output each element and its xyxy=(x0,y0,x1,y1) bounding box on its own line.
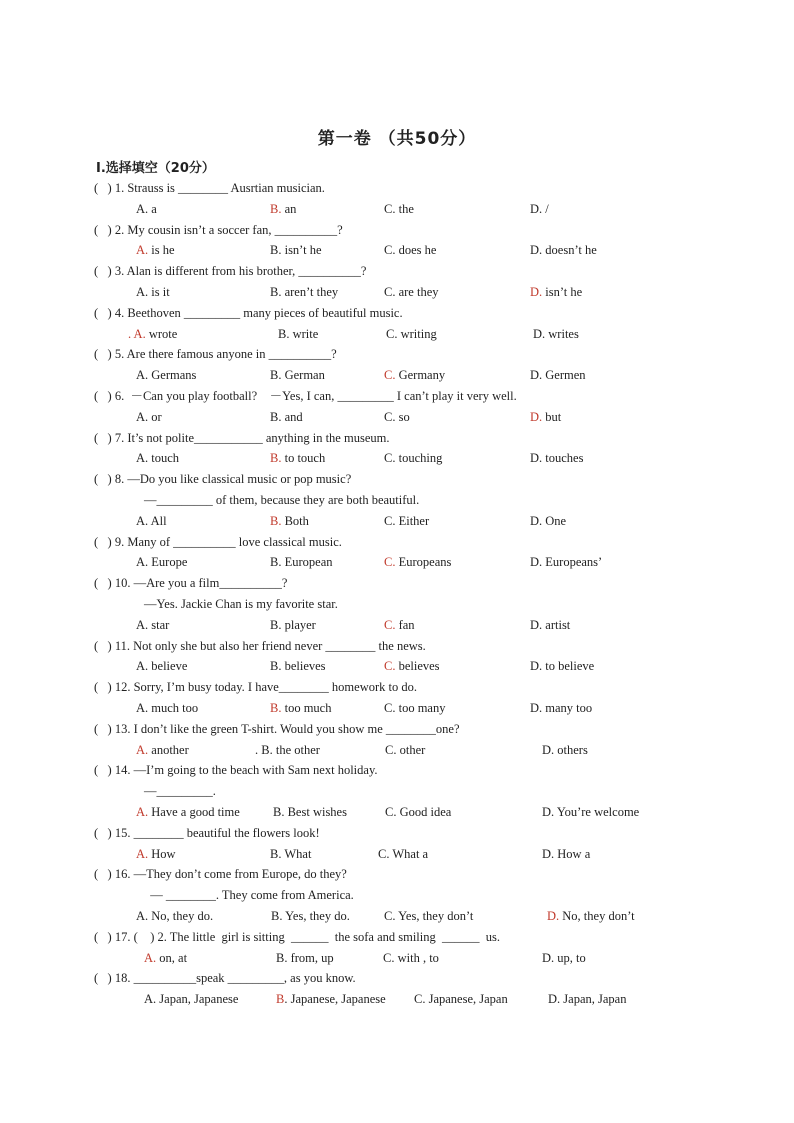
option-text: doesn’t he xyxy=(542,243,597,258)
option-text: One xyxy=(542,513,567,528)
answer-option xyxy=(414,991,508,1007)
option-letter: B. xyxy=(270,285,282,299)
answer-option xyxy=(136,846,176,862)
option-letter: B. xyxy=(270,451,282,466)
option-letter: C. xyxy=(384,659,396,674)
option-text: the xyxy=(395,201,414,216)
option-text: German xyxy=(281,368,325,383)
answer-option xyxy=(384,367,445,383)
answer-option xyxy=(547,908,635,924)
option-letter: C. xyxy=(383,950,395,965)
option-text: to touch xyxy=(281,451,326,466)
option-text: What a xyxy=(389,846,429,861)
option-text: . Japanese, Japanese xyxy=(284,992,386,1007)
option-letter: A. xyxy=(136,909,149,923)
answer-option xyxy=(385,804,451,820)
answer-option xyxy=(144,950,187,966)
answer-option xyxy=(270,554,333,570)
option-text: Germany xyxy=(395,368,446,383)
option-letter: C. xyxy=(385,805,397,819)
answer-option xyxy=(384,201,414,217)
option-text: others xyxy=(554,742,588,757)
option-text: or xyxy=(148,409,162,424)
option-text: Europeans xyxy=(395,555,452,570)
option-letter: D. xyxy=(530,659,543,674)
answer-option xyxy=(384,513,429,529)
answer-option xyxy=(136,908,213,924)
option-letter: C. xyxy=(386,326,398,341)
option-letter: B xyxy=(276,992,285,1007)
answer-option xyxy=(530,201,549,217)
option-letter: D. xyxy=(542,950,555,965)
option-text: to believe xyxy=(542,659,595,674)
answer-option xyxy=(384,617,415,633)
option-letter: D. xyxy=(530,409,543,424)
option-letter: B. xyxy=(270,659,282,674)
option-letter: B. xyxy=(271,909,283,923)
question-stem: ( ) 15. ________ beautiful the flowers look! xyxy=(94,825,320,840)
option-text: too much xyxy=(281,701,332,715)
answer-option xyxy=(270,284,338,300)
option-text: many too xyxy=(542,701,593,715)
option-letter: . A. xyxy=(128,326,146,341)
option-letter: A. xyxy=(136,659,149,674)
option-letter: B. xyxy=(270,513,282,528)
option-text: Yes, they do. xyxy=(282,909,350,923)
option-text: Either xyxy=(395,513,430,528)
option-letter: A. xyxy=(144,992,157,1007)
answer-option xyxy=(384,554,451,570)
option-text: You’re welcome xyxy=(554,805,640,819)
answer-option xyxy=(276,991,386,1007)
option-letter: D. xyxy=(530,513,543,528)
answer-option xyxy=(136,242,175,258)
option-letter: C. xyxy=(384,285,396,299)
answer-option xyxy=(270,201,296,217)
option-letter: D. xyxy=(530,555,543,570)
option-text: an xyxy=(281,201,297,216)
option-letter: A. xyxy=(136,701,149,715)
answer-option xyxy=(384,700,445,716)
answer-option xyxy=(136,554,187,570)
option-letter: B. xyxy=(276,950,288,965)
option-text: touches xyxy=(542,451,584,466)
option-text: Good idea xyxy=(396,805,452,819)
answer-option xyxy=(270,367,325,383)
answer-option xyxy=(530,554,602,570)
question-stem: ( ) 6. －Can you play football? －Yes, I can, _________ I can’t play it very well. xyxy=(94,389,517,403)
answer-option xyxy=(384,284,439,300)
option-text: is he xyxy=(148,243,175,258)
question-stem: ( ) 13. I don’t like the green T-shirt. Would you show me ________one? xyxy=(94,721,460,736)
answer-option xyxy=(383,950,439,966)
option-text: and xyxy=(281,409,303,424)
answer-option xyxy=(136,367,196,383)
option-text: but xyxy=(542,409,562,424)
answer-option xyxy=(384,409,410,425)
option-letter: D. xyxy=(530,201,543,216)
option-letter: C. xyxy=(384,701,396,715)
option-letter: A. xyxy=(136,201,149,216)
option-text: How xyxy=(148,846,176,861)
answer-option xyxy=(255,742,320,758)
answer-option xyxy=(530,658,594,674)
option-text: so xyxy=(395,409,410,424)
option-letter: C. xyxy=(378,846,390,861)
option-text: Best wishes xyxy=(284,805,347,819)
option-letter: D. xyxy=(548,992,561,1007)
option-text: the other xyxy=(272,742,320,757)
option-text: believe xyxy=(148,659,188,674)
option-text: / xyxy=(542,201,549,216)
answer-option xyxy=(270,513,309,529)
option-letter: D. xyxy=(530,243,543,258)
answer-option xyxy=(136,513,167,529)
answer-option xyxy=(385,742,425,758)
option-text: Japanese, Japan xyxy=(425,992,508,1007)
option-letter: C. xyxy=(384,513,396,528)
option-text: much too xyxy=(148,701,199,715)
question-stem: ( ) 17. ( ) 2. The little girl is sitting ______ the sofa and smiling ______ us. xyxy=(94,929,500,944)
answer-option xyxy=(542,804,639,820)
option-text: Europeans’ xyxy=(542,555,603,570)
option-letter: C. xyxy=(385,742,397,757)
answer-option xyxy=(542,950,586,966)
option-text: touching xyxy=(395,451,443,466)
option-text: up, to xyxy=(554,950,586,965)
option-letter: C. xyxy=(384,909,396,923)
answer-option xyxy=(270,409,303,425)
option-letter: B. xyxy=(273,805,285,819)
option-text: wrote xyxy=(145,326,178,341)
answer-option xyxy=(384,658,440,674)
option-text: touch xyxy=(148,451,180,466)
option-letter: B. xyxy=(270,846,282,861)
option-text: Japan, Japan xyxy=(560,992,627,1007)
option-text: European xyxy=(281,555,333,570)
question-stem: ( ) 8. —Do you like classical music or pop music? xyxy=(94,472,352,487)
answer-option xyxy=(270,242,322,258)
answer-option xyxy=(273,804,347,820)
answer-option xyxy=(530,367,586,383)
question-stem: ( ) 3. Alan is different from his brother, __________? xyxy=(94,264,367,279)
section-heading: Ⅰ.选择填空（20分） xyxy=(96,161,215,176)
question-stem: ( ) 10. —Are you a film__________? xyxy=(94,576,288,591)
option-letter: A. xyxy=(136,409,149,424)
option-text: No, they don’t xyxy=(559,909,635,923)
option-letter: C. xyxy=(384,201,396,216)
answer-option xyxy=(270,658,326,674)
question-stem: ( ) 5. Are there famous anyone in __________? xyxy=(94,347,337,362)
option-text: Both xyxy=(281,513,309,528)
option-text: Have a good time xyxy=(148,805,240,819)
option-text: Yes, they don’t xyxy=(395,909,474,923)
answer-option xyxy=(530,284,582,300)
answer-option xyxy=(384,450,442,466)
option-text: with , to xyxy=(394,950,439,965)
option-letter: D. xyxy=(530,285,543,299)
option-text: does he xyxy=(395,243,437,258)
option-text: star xyxy=(148,617,170,632)
option-letter: A. xyxy=(136,742,149,757)
question-stem: ( ) 4. Beethoven _________ many pieces of beautiful music. xyxy=(94,305,403,320)
option-text: on, at xyxy=(156,950,188,965)
option-letter: A. xyxy=(136,805,149,819)
option-text: player xyxy=(281,617,316,632)
option-letter: D. xyxy=(530,617,543,632)
answer-option xyxy=(542,846,590,862)
option-text: No, they do. xyxy=(148,909,214,923)
option-letter: C. xyxy=(384,243,396,258)
option-letter: A. xyxy=(136,243,149,258)
option-letter: B. xyxy=(278,326,290,341)
option-text: isn’t he xyxy=(542,285,583,299)
question-reply-line: —_________ of them, because they are both beautiful. xyxy=(144,493,420,507)
option-letter: B. xyxy=(270,368,282,383)
option-text: isn’t he xyxy=(281,243,322,258)
question-stem: ( ) 14. —I’m going to the beach with Sam next holiday. xyxy=(94,763,378,778)
option-text: fan xyxy=(395,617,415,632)
answer-option xyxy=(136,409,162,425)
answer-option xyxy=(384,242,436,258)
option-letter: D. xyxy=(530,451,543,466)
question-stem: ( ) 12. Sorry, I’m busy today. I have________ homework to do. xyxy=(94,680,417,695)
question-stem: ( ) 16. —They don’t come from Europe, do they? xyxy=(94,867,347,882)
option-text: Europe xyxy=(148,555,188,570)
option-letter: D. xyxy=(547,909,560,923)
question-stem: ( ) 11. Not only she but also her friend never ________ the news. xyxy=(94,638,426,653)
option-letter: D. xyxy=(542,805,555,819)
answer-option xyxy=(548,991,626,1007)
option-text: writing xyxy=(397,326,437,341)
option-letter: D. xyxy=(542,742,555,757)
answer-option xyxy=(270,700,331,716)
answer-option xyxy=(384,908,473,924)
option-letter: C. xyxy=(384,617,396,632)
answer-option xyxy=(533,326,579,342)
question-reply-line: —Yes. Jackie Chan is my favorite star. xyxy=(144,597,338,611)
answer-option xyxy=(278,326,318,342)
option-text: Germans xyxy=(148,368,197,383)
option-letter: A. xyxy=(136,617,149,632)
option-letter: C. xyxy=(414,992,426,1007)
answer-option xyxy=(530,513,566,529)
option-letter: C. xyxy=(384,368,396,383)
answer-option xyxy=(136,450,179,466)
option-text: too many xyxy=(395,701,446,715)
option-text: other xyxy=(396,742,426,757)
option-letter: A. xyxy=(136,555,149,570)
option-letter: B. xyxy=(270,701,282,715)
option-letter: D. xyxy=(542,846,555,861)
page-title: 第一卷 （共50分） xyxy=(317,129,477,149)
answer-option xyxy=(530,242,597,258)
answer-option xyxy=(271,908,350,924)
answer-option xyxy=(530,450,583,466)
option-letter: B. xyxy=(270,617,282,632)
answer-option xyxy=(270,450,325,466)
answer-option xyxy=(530,617,570,633)
question-stem: ( ) 2. My cousin isn’t a soccer fan, __________? xyxy=(94,222,343,237)
answer-option xyxy=(136,700,198,716)
option-letter: C. xyxy=(384,451,396,466)
answer-option xyxy=(136,617,169,633)
question-stem: ( ) 9. Many of __________ love classical music. xyxy=(94,534,342,549)
answer-option xyxy=(144,991,238,1007)
question-stem: ( ) 1. Strauss is ________ Ausrtian musician. xyxy=(94,181,325,195)
option-text: How a xyxy=(554,846,591,861)
option-text: believes xyxy=(281,659,326,674)
option-text: Japan, Japanese xyxy=(156,992,239,1007)
answer-option xyxy=(136,658,187,674)
answer-option xyxy=(270,846,311,862)
option-letter: C. xyxy=(384,555,396,570)
answer-option xyxy=(378,846,428,862)
option-letter: B. xyxy=(270,243,282,258)
answer-option xyxy=(530,409,561,425)
question-stem: ( ) 7. It’s not polite___________ anything in the museum. xyxy=(94,430,390,445)
option-text: write xyxy=(289,326,319,341)
option-text: from, up xyxy=(287,950,334,965)
option-letter: B. xyxy=(270,555,282,570)
option-letter: B. xyxy=(270,201,282,216)
option-text: a xyxy=(148,201,157,216)
option-text: aren’t they xyxy=(281,285,339,299)
option-letter: A. xyxy=(144,950,157,965)
option-letter: D. xyxy=(530,368,543,383)
option-letter: C. xyxy=(384,409,396,424)
option-text: are they xyxy=(395,285,439,299)
answer-option xyxy=(386,326,437,342)
option-text: What xyxy=(281,846,312,861)
option-letter: D. xyxy=(530,701,543,715)
answer-option xyxy=(542,742,588,758)
answer-option xyxy=(128,326,177,342)
answer-option xyxy=(530,700,592,716)
option-text: writes xyxy=(545,326,579,341)
option-letter: A. xyxy=(136,368,149,383)
option-letter: B. xyxy=(270,409,282,424)
option-text: All xyxy=(148,513,167,528)
option-text: is it xyxy=(148,285,170,299)
option-text: another xyxy=(148,742,189,757)
answer-option xyxy=(270,617,316,633)
question-reply-line: — ________. They come from America. xyxy=(144,888,354,903)
option-letter: A. xyxy=(136,451,149,466)
answer-option xyxy=(276,950,334,966)
answer-option xyxy=(136,804,240,820)
option-text: artist xyxy=(542,617,571,632)
answer-option xyxy=(136,742,189,758)
option-letter: A. xyxy=(136,846,149,861)
option-text: believes xyxy=(395,659,440,674)
option-text: Germen xyxy=(542,368,586,383)
option-letter: D. xyxy=(533,326,546,341)
answer-option xyxy=(136,284,170,300)
answer-option xyxy=(136,201,157,217)
option-letter: . B. xyxy=(255,742,273,757)
question-stem: ( ) 18. __________speak _________, as you know. xyxy=(94,971,356,986)
question-reply-line: —_________. xyxy=(144,784,216,799)
option-letter: A. xyxy=(136,285,149,299)
option-letter: A. xyxy=(136,513,149,528)
